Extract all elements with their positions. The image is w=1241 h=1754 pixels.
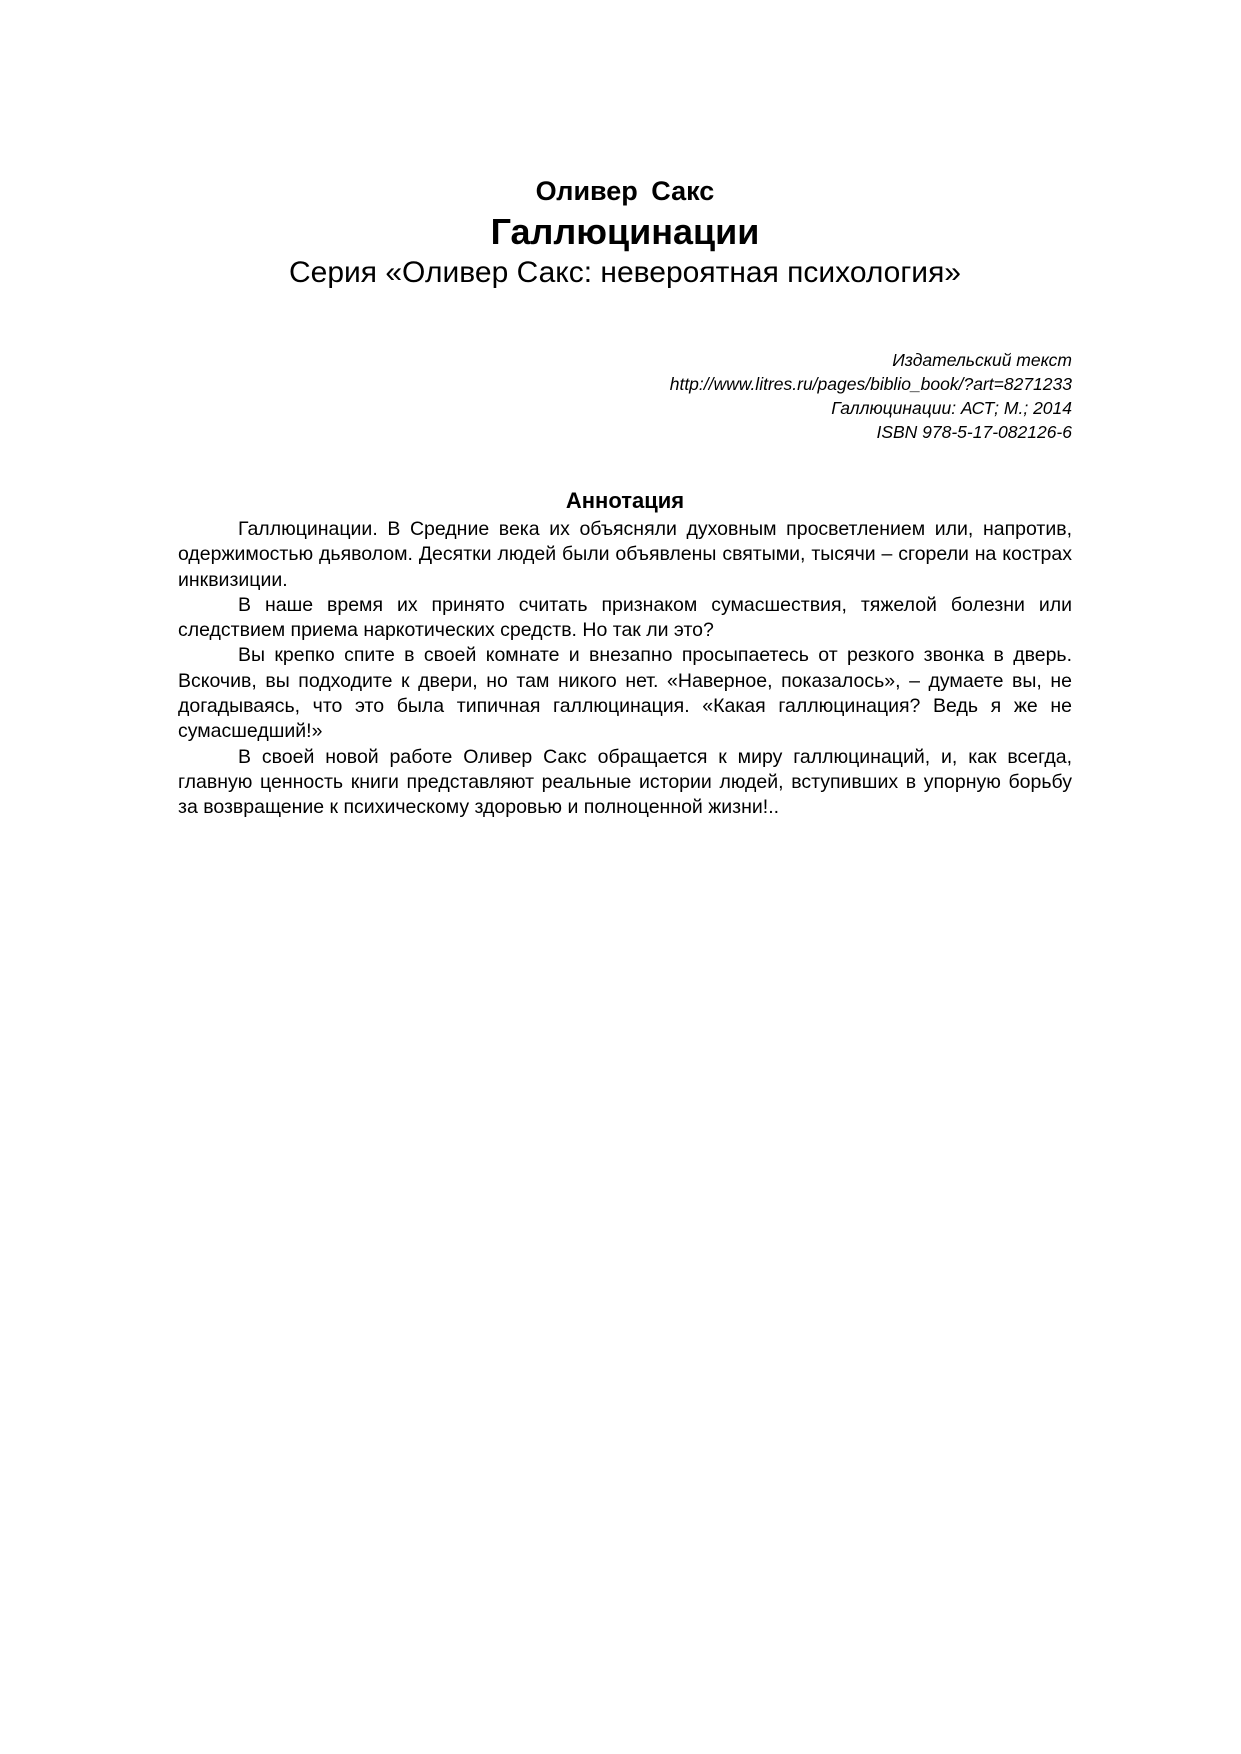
publisher-url: http://www.litres.ru/pages/biblio_book/?art=8271233 <box>669 374 1072 394</box>
book-title: Галлюцинации <box>490 211 760 252</box>
annotation-paragraph: Галлюцинации. В Средние века их объясняли духовным просветлением или, напротив, одержимостью дьяволом. Десятки людей были объявлены святыми, тысячи – сгорели на кострах инквизиции. <box>178 518 1072 591</box>
annotation-paragraph: Вы крепко спите в своей комнате и внезапно просыпаетесь от резкого звонка в дверь. Вскочив, вы подходите к двери, но там никого нет. «Наверное, показалось», – думаете вы, не догадываясь, что это была типичная галлюцинация. «Какая галлюцинация? Ведь я же не сумасшедший!» <box>178 644 1072 743</box>
publisher-info <box>670 348 1072 444</box>
publisher-imprint: Галлюцинации: АСТ; М.; 2014 <box>831 398 1072 418</box>
isbn: ISBN 978-5-17-082126-6 <box>876 422 1072 442</box>
annotation-paragraph: В своей новой работе Оливер Сакс обращается к миру галлюцинаций, и, как всегда, главную ценность книги представляют реальные истории людей, вступивших в упорную борьбу за возвращение к психическому здоровью и полноценной жизни!.. <box>178 745 1072 819</box>
annotation-heading: Аннотация <box>565 488 685 513</box>
book-author: Оливер Сакс <box>535 176 715 206</box>
publisher-text-label: Издательский текст <box>892 350 1072 370</box>
book-series: Серия «Оливер Сакс: невероятная психология» <box>288 256 961 289</box>
annotation-paragraph: В наше время их принято считать признаком сумасшествия, тяжелой болезни или следствием приема наркотических средств. Но так ли это? <box>178 593 1072 642</box>
annotation-body <box>178 517 1072 821</box>
